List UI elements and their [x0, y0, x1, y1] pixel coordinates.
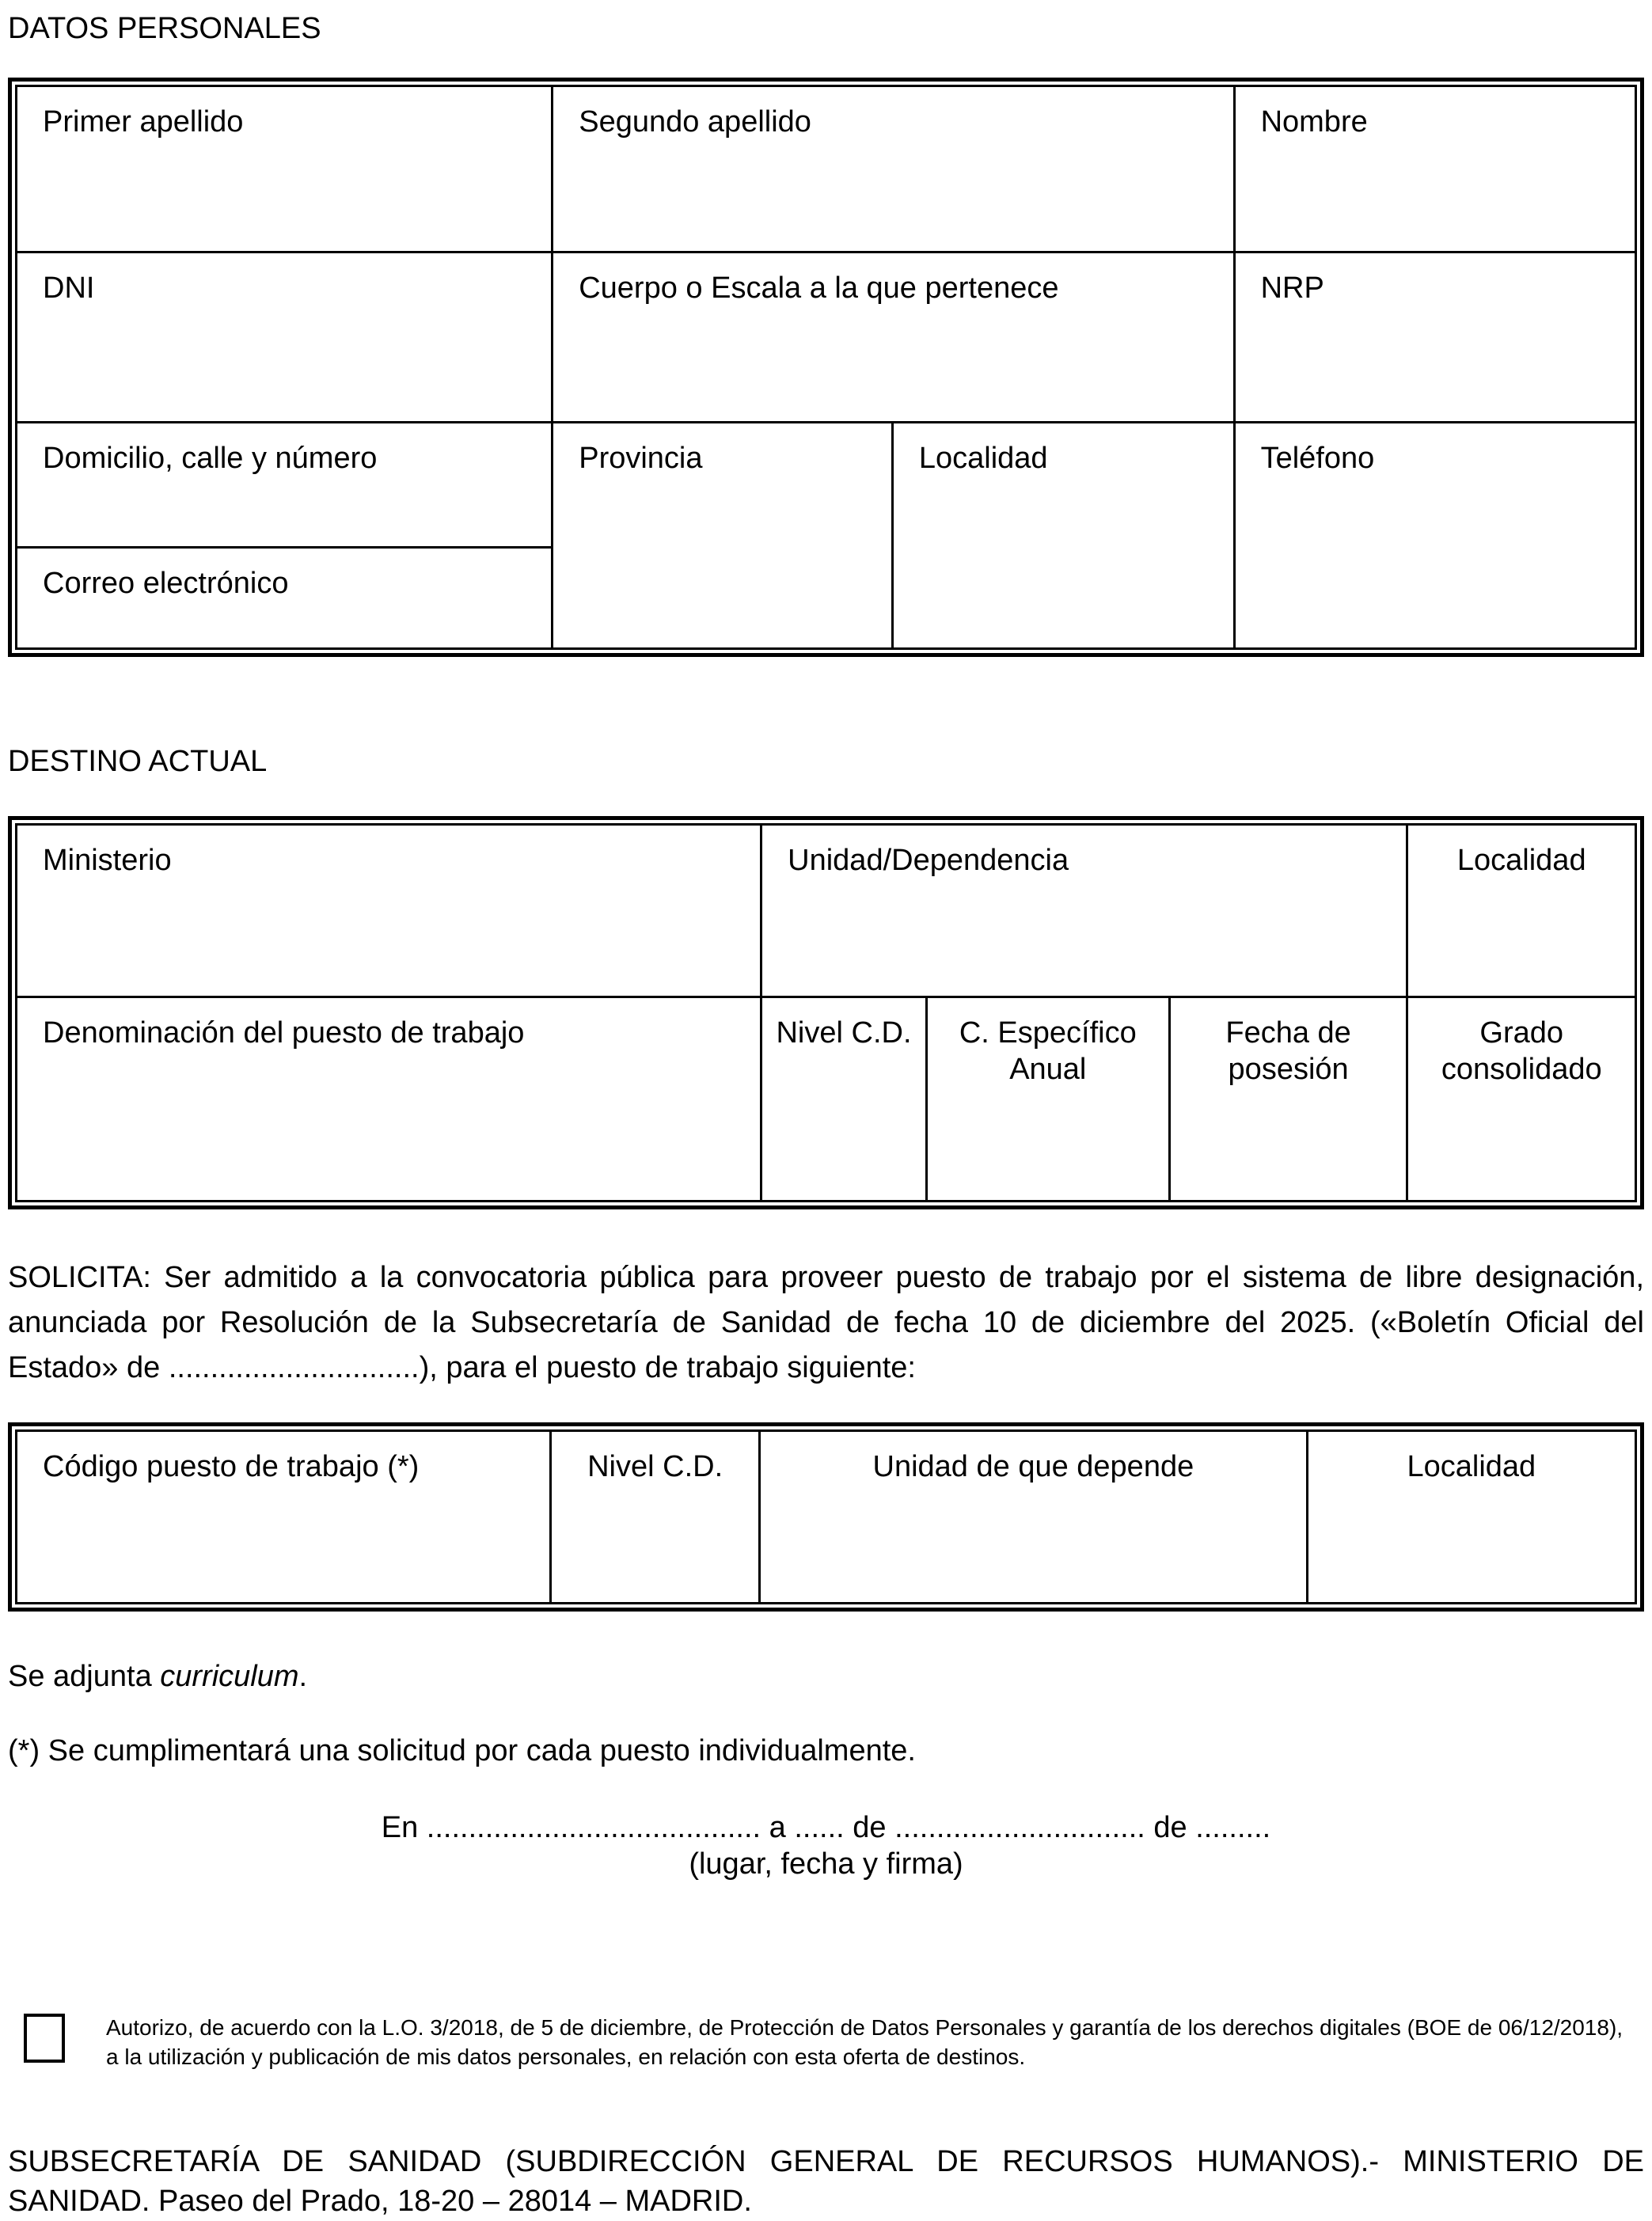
boe-date-dots: ..............................: [168, 1351, 420, 1385]
puesto-solicitado-table: [8, 1422, 1644, 1612]
adjunta-italic: curriculum: [160, 1660, 299, 1694]
field-telefono: Teléfono: [1234, 422, 1635, 648]
field-ministerio: Ministerio: [17, 825, 761, 997]
field-primer-apellido: Primer apellido: [17, 85, 553, 252]
field-correo-electronico: Correo electrónico: [17, 547, 553, 648]
section-title-datos-personales: DATOS PERSONALES: [8, 12, 321, 45]
solicita-text-end: ), para el puesto de trabajo siguiente:: [419, 1351, 916, 1385]
field-localidad: Localidad: [892, 422, 1234, 648]
field-nombre: Nombre: [1234, 85, 1635, 252]
field-grado-consolidado: Grado consolidado: [1407, 997, 1636, 1202]
field-denominacion-puesto: Denominación del puesto de trabajo: [17, 997, 761, 1202]
place-date-signature-caption: (lugar, fecha y firma): [689, 1847, 963, 1881]
asterisk-note: (*) Se cumplimentará una solicitud por cada puesto individualmente.: [8, 1733, 916, 1767]
field-unidad-dependencia: Unidad/Dependencia: [761, 825, 1407, 997]
field-nrp: NRP: [1234, 252, 1635, 422]
field-unidad-depende: Unidad de que depende: [760, 1431, 1308, 1604]
authorization-row: [8, 2014, 1644, 2072]
table-row: [17, 825, 1636, 997]
authorization-text: Autorizo, de acuerdo con la L.O. 3/2018, de 5 de diciembre, de Protección de Datos Personales y garantía de los derechos digitales (BOE de 06/12/2018), a la utilización y publicación de mis datos personales, en relación con esta oferta de destinos.: [106, 2014, 1624, 2069]
field-codigo-puesto: Código puesto de trabajo (*): [17, 1431, 551, 1604]
field-dni: DNI: [17, 252, 553, 422]
solicita-text-start: SOLICITA: Ser admitido a la convocatoria pública para proveer puesto de trabajo por el sistema de libre designación, anunciada por Resolución de la Subsecretaría de Sanidad de fecha 10 de diciembre del 2025. («Boletín Oficial del Estado» de: [8, 1261, 1644, 1385]
adjunta-prefix: Se adjunta: [8, 1660, 161, 1694]
field-localidad-destino: Localidad: [1407, 825, 1636, 997]
table-row: [17, 252, 1636, 422]
table-row: [17, 997, 1636, 1202]
section-title-destino-actual: DESTINO ACTUAL: [8, 744, 268, 778]
field-fecha-posesion: Fecha de posesión: [1169, 997, 1407, 1202]
field-provincia: Provincia: [553, 422, 893, 648]
solicita-paragraph: [8, 1255, 1644, 1391]
field-localidad-puesto: Localidad: [1307, 1431, 1635, 1604]
field-nivel-cd-puesto: Nivel C.D.: [551, 1431, 760, 1604]
authorization-checkbox[interactable]: [24, 2014, 65, 2063]
table-row: [17, 85, 1636, 252]
footer-address: SUBSECRETARÍA DE SANIDAD (SUBDIRECCIÓN GENERAL DE RECURSOS HUMANOS).- MINISTERIO DE SANIDAD. Paseo del Prado, 18-20 – 28014 – MADRID.: [8, 2145, 1644, 2218]
datos-personales-table: [8, 78, 1644, 657]
adjunta-suffix: .: [298, 1660, 308, 1694]
destino-actual-table: [8, 816, 1644, 1209]
field-domicilio: Domicilio, calle y número: [17, 422, 553, 547]
adjunta-curriculum-note: [8, 1659, 1644, 1695]
field-c-especifico-anual: C. Específico Anual: [926, 997, 1169, 1202]
table-row: [17, 1431, 1636, 1604]
table-row: [17, 422, 1636, 547]
date-fill-line: En ........................................ a ...... de .............................. de .........: [381, 1811, 1271, 1845]
field-nivel-cd: Nivel C.D.: [761, 997, 927, 1202]
field-segundo-apellido: Segundo apellido: [553, 85, 1234, 252]
field-cuerpo-escala: Cuerpo o Escala a la que pertenece: [553, 252, 1234, 422]
